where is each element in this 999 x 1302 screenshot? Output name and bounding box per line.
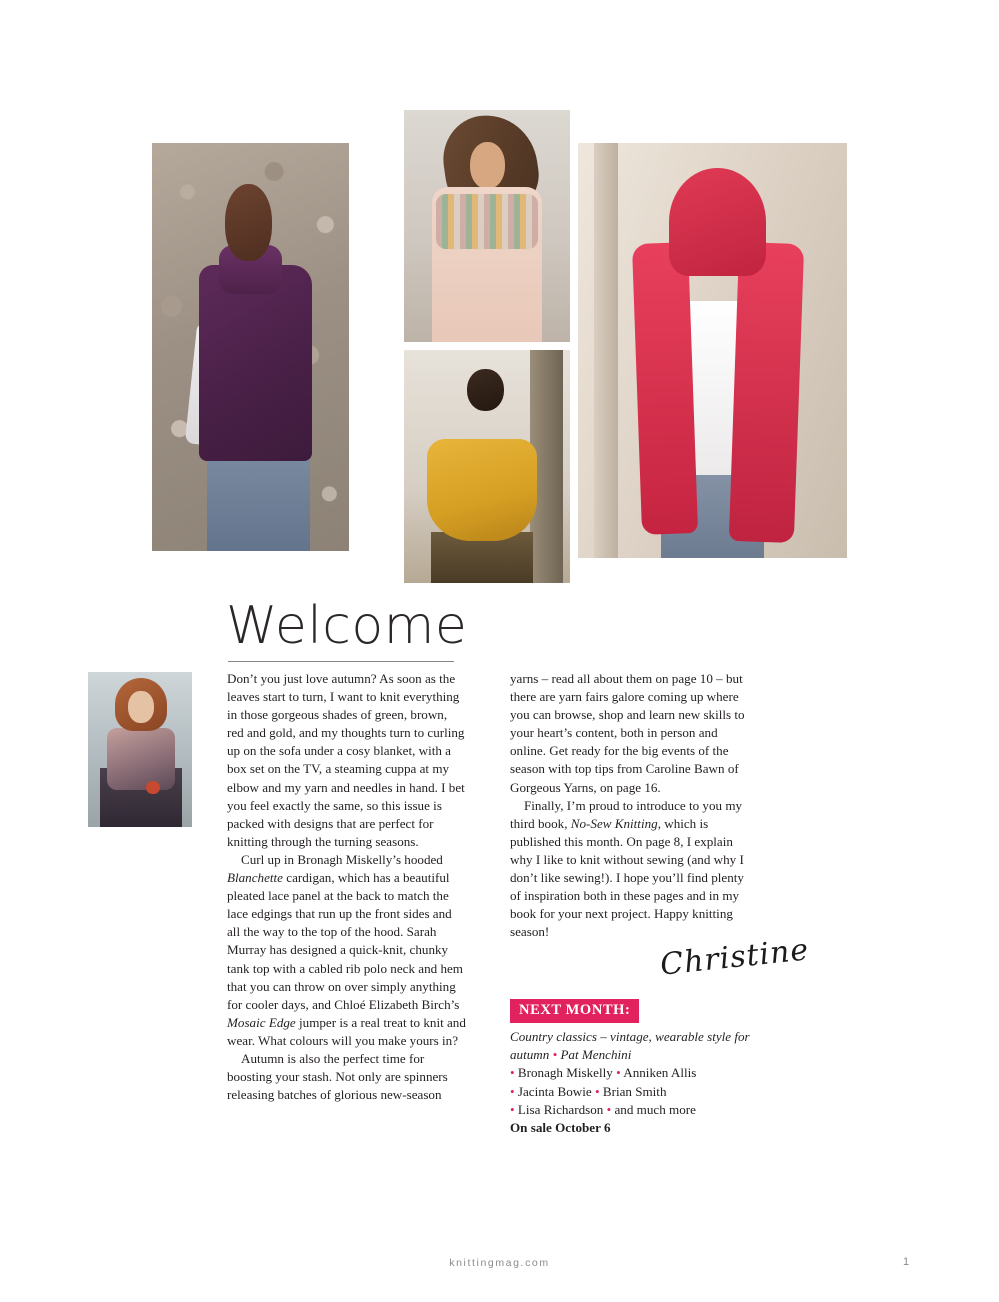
scarf-brooch [146, 781, 160, 795]
purple-jumper-photo [152, 143, 349, 551]
fairisle-sweater-photo [404, 110, 570, 342]
next-month-details [510, 1028, 755, 1137]
model-face [470, 142, 505, 188]
next-month-lead: Country classics – vintage, wearable style for autumn • Pat Menchini [510, 1029, 750, 1063]
knitted-scarf [107, 728, 176, 790]
letter-left-column [227, 670, 467, 1104]
next-month-contributors-row-3: • Lisa Richardson • and much more [510, 1101, 696, 1117]
editor-signature: Christine [658, 932, 811, 983]
letter-paragraph-2: Curl up in Bronagh Miskelly’s hooded Blanchette cardigan, which has a beautiful pleated lace panel at the back to match the lace edgings that run up the front sides and all the way to the top of the hood. Sarah Murray has designed a quick-knit, chunky tank top with a cabled rib polo neck and hem that you can throw on over simply anything for cooler days, and Chloé Elizabeth Birch’s Mosaic Edge jumper is a real treat to knit and wear. What colours will you make yours in? [227, 851, 466, 1048]
letter-paragraph-4: yarns – read all about them on page 10 – but there are yarn fairs galore coming up where you can browse, shop and learn new skills to your heart’s content, both in person and online. Get ready for the big events of the season with top tips from Caroline Bawn of Gorgeous Yarns, on page 16. [510, 671, 745, 795]
doorframe [594, 143, 618, 558]
title-underline [228, 661, 454, 662]
purple-jumper [199, 265, 311, 461]
editor-portrait-photo [88, 672, 192, 827]
footer-website: knittingmag.com [449, 1257, 550, 1269]
letter-paragraph-3: Autumn is also the perfect time for boosting your stash. Not only are spinners releasing batches of glorious new-season [227, 1050, 448, 1103]
colourwork-yoke [436, 194, 539, 250]
letter-paragraph-5: Finally, I’m proud to introduce to you my third book, No-Sew Knitting, which is published this month. On page 8, I explain why I like to knit without sewing (and why I don’t like sewing!). I hope you’ll find plenty of inspiration both in these pages and in my book for your next project. Happy knitting season! [510, 797, 744, 940]
on-sale-date: On sale October 6 [510, 1120, 611, 1136]
page-number: 1 [903, 1256, 910, 1268]
red-hooded-cardigan-photo [578, 143, 847, 558]
model-head [225, 184, 272, 262]
model-head [467, 369, 504, 411]
letter-paragraph-1: Don’t you just love autumn? As soon as the leaves start to turn, I want to knit everything in those gorgeous shades of green, brown, red and gold, and my thoughts turn to curling up on the sofa under a cosy blanket, with a box set on the TV, a steaming cuppa at my elbow and my yarn and needles in hand. I bet you feel exactly the same, so this issue is packed with designs that are perfect for knitting through the turning seasons. [227, 671, 465, 849]
letter-right-column [510, 670, 750, 941]
next-month-banner: NEXT MONTH: [510, 999, 639, 1023]
mustard-shawl-photo [404, 350, 570, 583]
lace-hood [669, 168, 766, 276]
mustard-lace-shawl [427, 439, 537, 542]
next-month-contributors-row-2: • Jacinta Bowie • Brian Smith [510, 1083, 667, 1099]
cardigan-right-front [729, 242, 804, 543]
next-month-contributors-row-1: • Bronagh Miskelly • Anniken Allis [510, 1065, 697, 1081]
cardigan-left-front [632, 242, 699, 534]
editor-face [128, 691, 154, 724]
page-title: Welcome [226, 596, 468, 656]
